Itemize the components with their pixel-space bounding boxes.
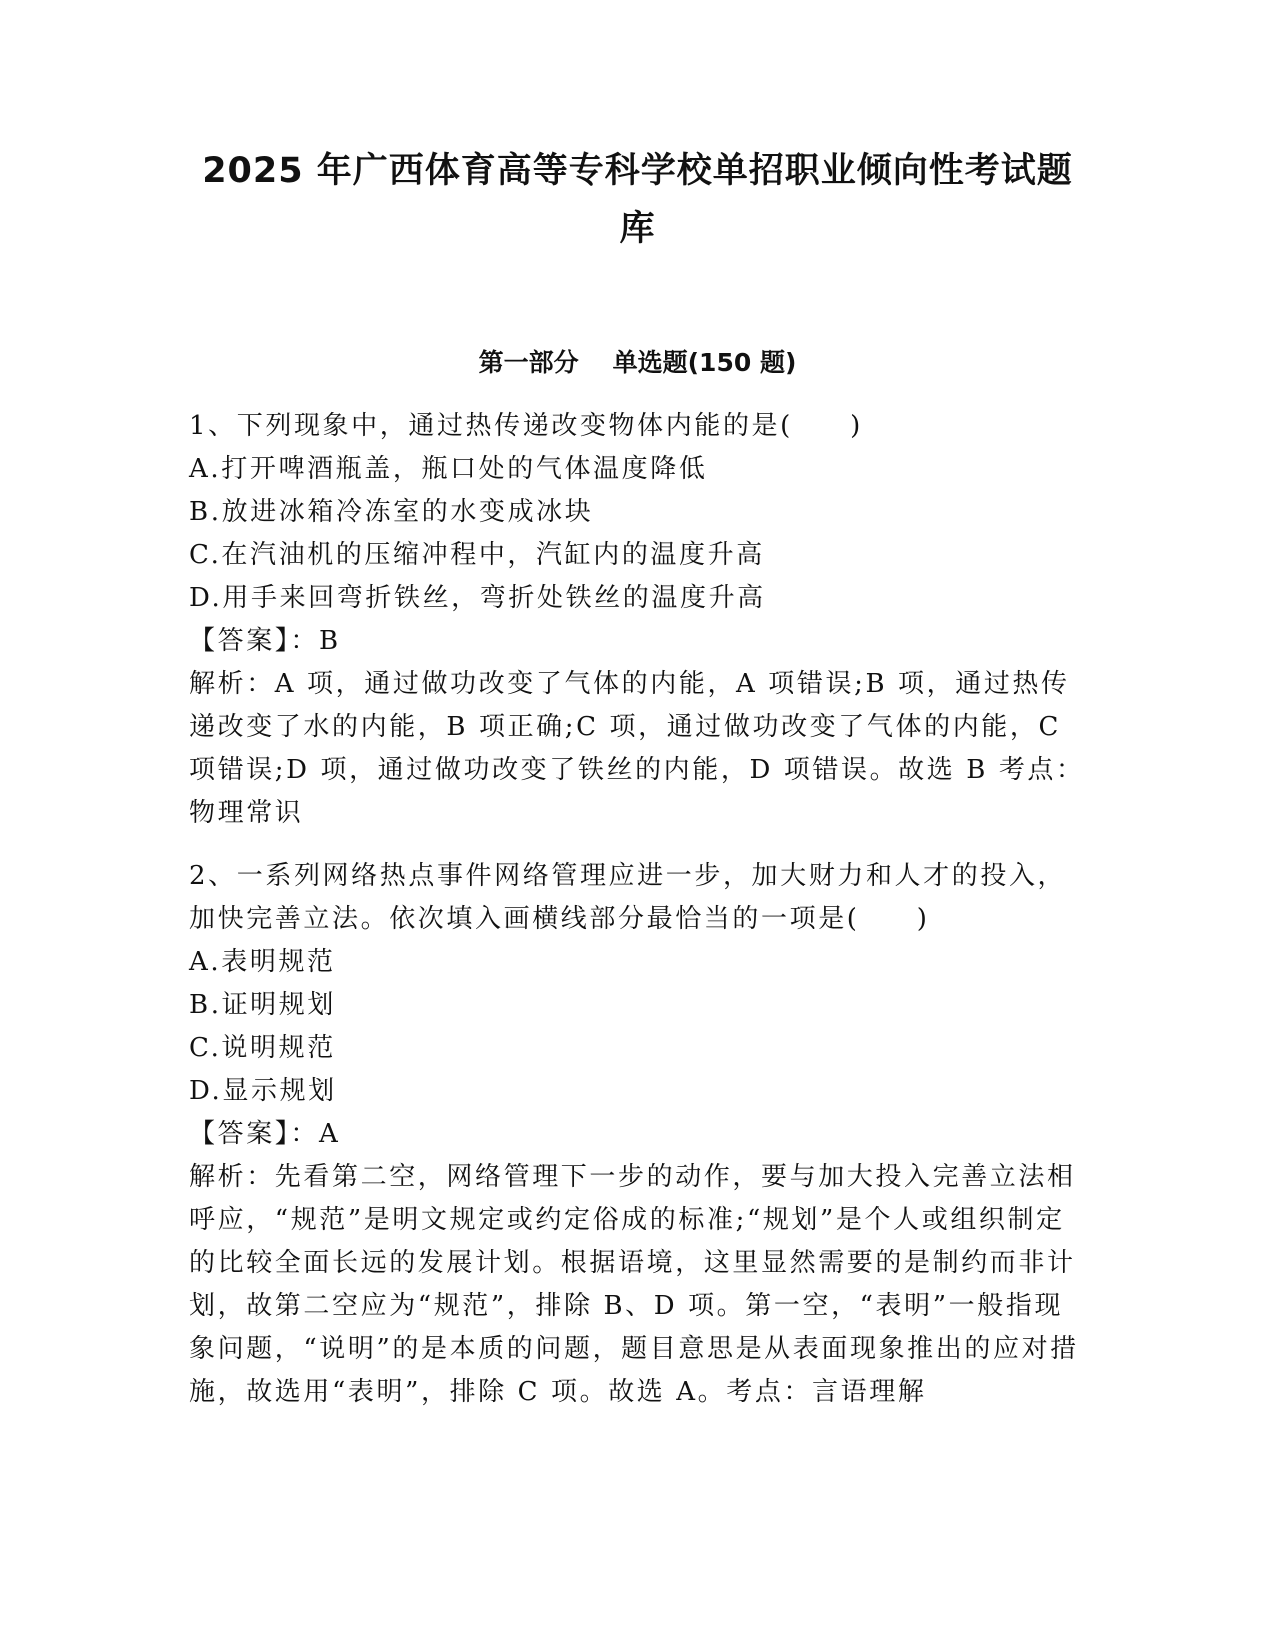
option-a: A.打开啤酒瓶盖，瓶口处的气体温度降低	[189, 454, 708, 484]
option-c: C.在汽油机的压缩冲程中，汽缸内的温度升高	[189, 540, 765, 570]
question-list	[189, 405, 1089, 1414]
analysis-text: 解析：先看第二空，网络管理下一步的动作，要与加大投入完善立法相呼应，“规范”是明文规定或约定俗成的标准;“规划”是个人或组织制定的比较全面长远的发展计划。根据语境，这里显然需要的是制约而非计划，故第二空应为“规范”，排除 B、D 项。第一空，“表明”一般指现象问题，“说明”的是本质的问题，题目意思是从表面现象推出的应对措施，故选用“表明”，排除 C 项。故选 A。考点：言语理解	[189, 1162, 1079, 1407]
document-title-line-1: 2025 年广西体育高等专科学校单招职业倾向性考试题	[202, 151, 1073, 191]
analysis-text: 解析：A 项，通过做功改变了气体的内能，A 项错误;B 项，通过热传递改变了水的内能，B 项正确;C 项，通过做功改变了气体的内能，C 项错误;D 项，通过做功改变了铁丝的内能，D 项错误。故选 B 考点：物理常识	[189, 669, 1085, 828]
question-stem: 1、下列现象中，通过热传递改变物体内能的是( )	[189, 411, 863, 441]
section-name-label: 单选题(150 题)	[612, 348, 797, 377]
document-title	[150, 142, 1125, 258]
question-item	[189, 405, 1089, 835]
question-stem: 2、一系列网络热点事件网络管理应进一步，加大财力和人才的投入，加快完善立法。依次填入画横线部分最恰当的一项是( )	[189, 861, 1067, 934]
option-a: A.表明规范	[189, 947, 336, 977]
option-b: B.放进冰箱冷冻室的水变成冰块	[189, 497, 594, 527]
option-d: D.用手来回弯折铁丝，弯折处铁丝的温度升高	[189, 583, 766, 613]
document-title-line-2: 库	[619, 209, 656, 249]
section-heading	[150, 345, 1125, 381]
section-part-label: 第一部分	[478, 348, 579, 377]
option-d: D.显示规划	[189, 1076, 337, 1106]
option-b: B.证明规划	[189, 990, 336, 1020]
answer-line: 【答案】：B	[189, 626, 341, 656]
answer-line: 【答案】：A	[189, 1119, 341, 1149]
question-item	[189, 855, 1089, 1414]
option-c: C.说明规范	[189, 1033, 336, 1063]
